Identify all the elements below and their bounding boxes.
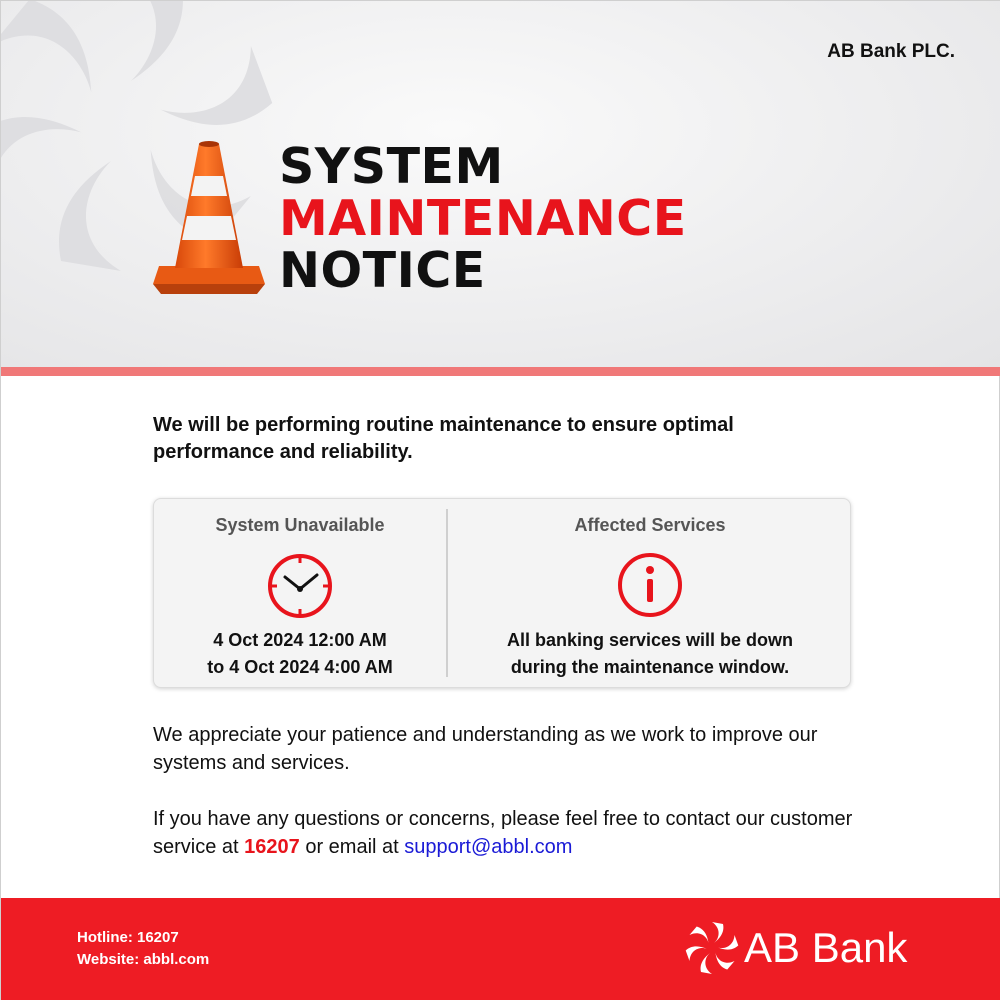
maintenance-info-card: [153, 498, 851, 688]
intro-text: We will be performing routine maintenance to ensure optimal performance and reliability.: [153, 414, 734, 463]
appreciation-paragraph: We appreciate your patience and understanding as we work to improve our systems and services.: [153, 724, 818, 774]
header-banner: [1, 1, 1000, 369]
contact-text: If you have any questions or concerns, please feel free to contact our customer service at: [153, 808, 853, 858]
affected-services-title: Affected Services: [574, 515, 726, 535]
title-line-notice: NOTICE: [279, 242, 486, 299]
notice-title: [279, 138, 687, 299]
outage-window-text: [154, 627, 446, 681]
info-icon: [615, 549, 685, 619]
ab-bank-logo-mark-icon: [684, 920, 740, 976]
support-email-link[interactable]: support@abbl.com: [404, 836, 573, 858]
footer-website: Website: abbl.com: [77, 951, 210, 968]
clock-icon: [265, 549, 335, 619]
hotline-number[interactable]: 16207: [244, 836, 300, 858]
system-unavailable-title: System Unavailable: [215, 515, 385, 535]
title-line-system: SYSTEM: [279, 138, 504, 195]
header-divider-bar: [1, 367, 1000, 376]
bank-name: AB Bank PLC.: [827, 41, 955, 62]
affected-line-1: All banking services will be down: [506, 630, 794, 650]
footer-bar: [1, 898, 1000, 1000]
ab-bank-logo-text: AB Bank: [744, 924, 908, 971]
ab-bank-logo: [684, 920, 934, 976]
footer-contact-info: [77, 927, 209, 971]
affected-line-2: during the maintenance window.: [510, 657, 790, 677]
traffic-cone-icon: [151, 136, 267, 296]
outage-end: to 4 Oct 2024 4:00 AM: [207, 657, 393, 677]
contact-paragraph: [153, 805, 853, 861]
system-unavailable-column: [154, 499, 446, 681]
affected-services-text: [448, 627, 852, 681]
title-line-maintenance: MAINTENANCE: [279, 190, 687, 247]
outage-start: 4 Oct 2024 12:00 AM: [213, 630, 387, 650]
footer-hotline: Hotline: 16207: [77, 929, 179, 946]
affected-services-column: [448, 499, 852, 681]
contact-text-middle: or email at: [299, 836, 405, 858]
